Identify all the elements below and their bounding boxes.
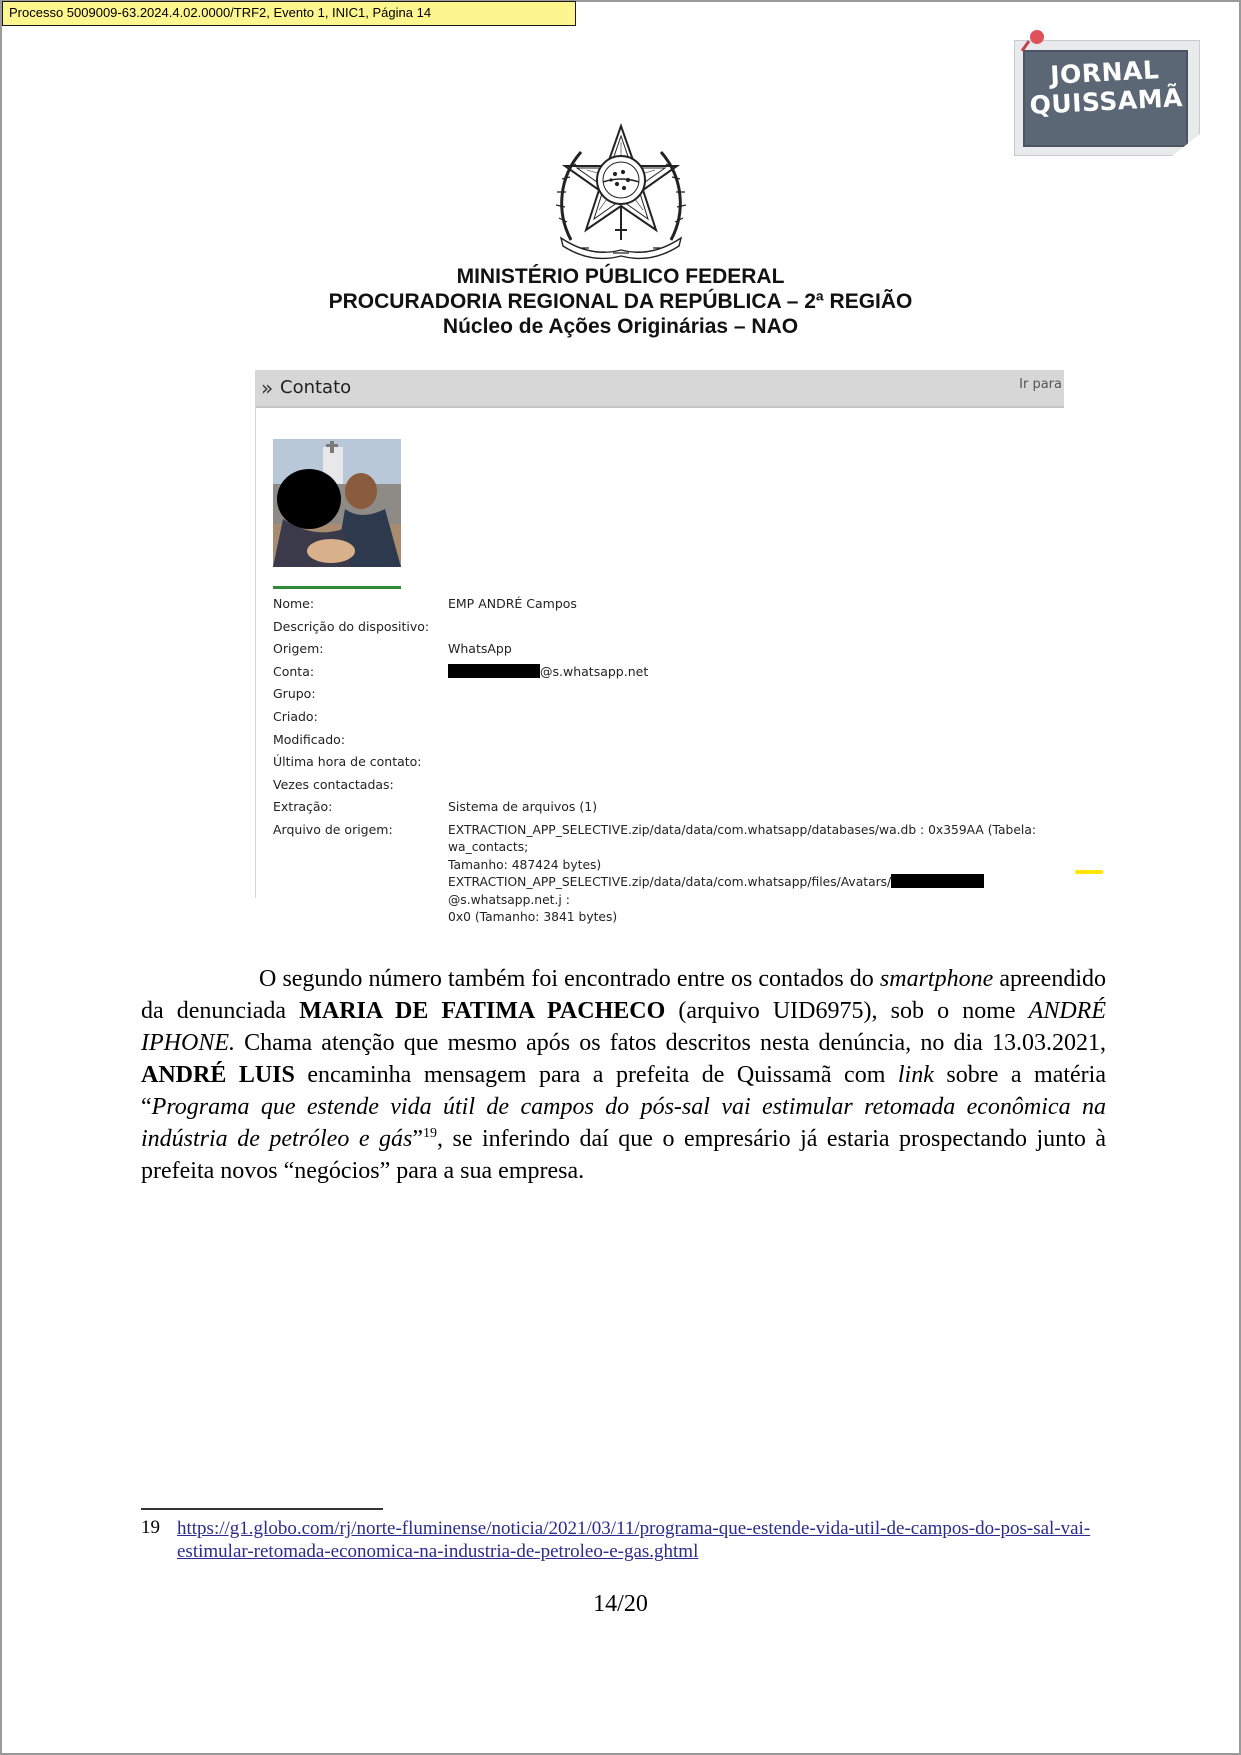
- row-conta: [273, 664, 1063, 687]
- photo-underline: [273, 586, 401, 589]
- text-run: apreendido da denunciada: [141, 966, 1106, 1024]
- text-run: , se inferindo daí que o empresário já estaria prospectando junto à prefeita novos “negócios” para a sua empresa.: [141, 1126, 1107, 1184]
- contact-photo: [273, 439, 401, 567]
- arquivo-value: [448, 822, 1063, 927]
- letterhead-line2: PROCURADORIA REGIONAL DA REPÚBLICA – 2ª REGIÃO: [328, 290, 913, 313]
- modificado-label: Modificado:: [273, 731, 346, 747]
- redaction-bar: [448, 664, 540, 678]
- conta-suffix: @s.whatsapp.net: [540, 663, 649, 679]
- row-extracao: [273, 799, 1063, 822]
- text-run: O segundo número também foi encontrado entre os contados do: [259, 966, 880, 992]
- footnote-ref[interactable]: 19: [423, 1126, 437, 1141]
- panel-title: Contato: [280, 377, 352, 398]
- text-run: ”: [412, 1126, 423, 1152]
- letterhead-line3: Núcleo de Ações Originárias – NAO: [442, 315, 799, 338]
- text-run: encaminha mensagem para a prefeita de Quissamã com: [294, 1062, 898, 1088]
- nome-value: EMP ANDRÉ Campos: [448, 596, 577, 611]
- process-stamp: Processo 5009009-63.2024.4.02.0000/TRF2, Evento 1, INIC1, Página 14: [2, 1, 576, 26]
- row-nome: [273, 596, 1063, 619]
- arquivo-line2: Tamanho: 487424 bytes): [448, 857, 602, 872]
- text-run-bold: MARIA DE FATIMA PACHECO: [299, 998, 666, 1024]
- row-criado: [273, 709, 1063, 732]
- text-run: (arquivo UID6975), sob o nome: [665, 998, 1029, 1024]
- origem-value: WhatsApp: [448, 641, 512, 657]
- footnote-rule: [141, 1508, 383, 1510]
- panel-header: [256, 370, 1064, 408]
- row-ultima: [273, 754, 1063, 777]
- arquivo-line1: EXTRACTION_APP_SELECTIVE.zip/data/data/com.whatsapp/databases/wa.db : 0x359AA (Tabela: wa_contacts;: [448, 822, 1037, 855]
- page-number: 14/20: [593, 1591, 648, 1617]
- text-run-italic: ANDRÉ IPHONE.: [141, 998, 1106, 1056]
- vezes-label: Vezes contactadas:: [273, 776, 394, 792]
- yellow-highlight-mark: [1075, 870, 1103, 874]
- pushpin-icon: [1030, 30, 1044, 44]
- conta-value: [448, 664, 648, 679]
- row-grupo: [273, 686, 1063, 709]
- double-chevron-right-icon: »: [261, 376, 274, 400]
- text-run-italic: link: [897, 1062, 934, 1088]
- extracao-label: Extração:: [273, 799, 333, 815]
- logo-text: [1022, 54, 1190, 121]
- arquivo-line3-prefix: EXTRACTION_APP_SELECTIVE.zip/data/data/com.whatsapp/files/Avatars/: [448, 875, 892, 890]
- article-title: Programa que estende vida útil de campos do pós-sal vai estimular retomada econômica na indústria de petróleo e gás: [141, 1094, 1106, 1152]
- extracao-value: Sistema de arquivos (1): [448, 799, 598, 815]
- footnote-link[interactable]: https://g1.globo.com/rj/norte-fluminense/noticia/2021/03/11/programa-que-estende-vida-util-de-campos-do-pos-sal-vai-estimular-retomada-economica-na-industria-de-petroleo-e-gas.ghtml: [177, 1518, 1091, 1562]
- row-descricao: [273, 619, 1063, 642]
- logo-page-curl: [1172, 134, 1200, 156]
- row-vezes: [273, 777, 1063, 800]
- brazil-coat-of-arms-icon: [551, 122, 691, 264]
- grupo-label: Grupo:: [273, 686, 316, 702]
- arquivo-line3-suffix: @s.whatsapp.net.j :: [448, 892, 570, 907]
- goto-link[interactable]: Ir para: [1019, 377, 1062, 392]
- arquivo-line4: 0x0 (Tamanho: 3841 bytes): [448, 910, 618, 925]
- ultima-label: Última hora de contato:: [273, 754, 422, 770]
- descricao-label: Descrição do dispositivo:: [273, 618, 430, 634]
- contact-details: [273, 596, 1063, 925]
- body-paragraph: [141, 963, 1106, 1187]
- text-run: sobre a matéria “: [141, 1062, 1106, 1120]
- redaction-bar: [891, 874, 984, 888]
- conta-label: Conta:: [273, 663, 315, 679]
- logo-line1: JORNAL: [1049, 55, 1160, 90]
- jornal-quissama-logo: [1012, 30, 1202, 158]
- row-modificado: [273, 732, 1063, 755]
- footnote-number: 19: [141, 1517, 160, 1538]
- origem-label: Origem:: [273, 641, 324, 657]
- row-origem: [273, 641, 1063, 664]
- arquivo-label: Arquivo de origem:: [273, 821, 393, 837]
- text-run-bold: ANDRÉ LUIS: [141, 1062, 295, 1088]
- text-run: Chama atenção que mesmo após os fatos descritos nesta denúncia, no dia 13.03.2021,: [234, 1030, 1106, 1056]
- text-run-italic: smartphone: [879, 966, 994, 992]
- arquivo-line3: [448, 874, 1063, 909]
- letterhead-line1: MINISTÉRIO PÚBLICO FEDERAL: [456, 265, 785, 288]
- nome-label: Nome:: [273, 596, 315, 611]
- contact-screenshot: [255, 370, 1063, 925]
- logo-line2: QUISSAMÃ: [1028, 82, 1184, 120]
- criado-label: Criado:: [273, 708, 318, 724]
- row-arquivo: [273, 821, 1063, 925]
